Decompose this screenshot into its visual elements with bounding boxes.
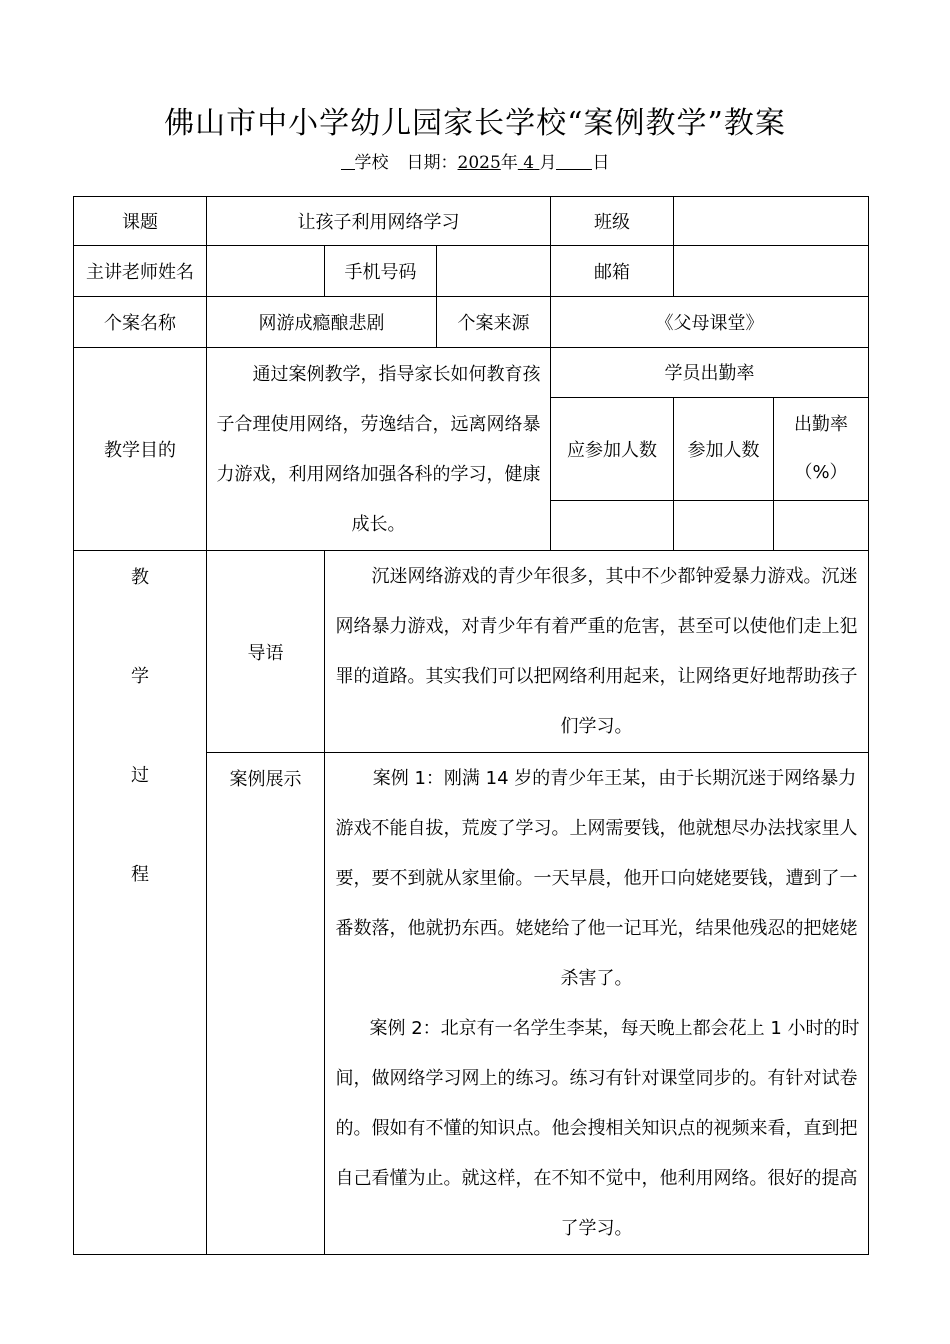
case-name-value: 网游成瘾酿悲剧 (207, 297, 437, 348)
class-value (674, 197, 869, 246)
month-unit: 月 (539, 153, 557, 173)
rate-label-cell (774, 397, 869, 500)
row-case (74, 297, 869, 348)
school-blank (341, 153, 355, 170)
year-unit: 年 (500, 153, 518, 173)
intro-label: 导语 (207, 551, 325, 753)
day-unit: 日 (592, 153, 610, 173)
row-goal-1 (74, 348, 869, 398)
rate-label: 出勤率 (794, 413, 849, 435)
row-intro (74, 551, 869, 753)
rate-value (774, 501, 869, 551)
case-name-label: 个案名称 (74, 297, 207, 348)
topic-value: 让孩子利用网络学习 (207, 197, 551, 246)
row-topic (74, 197, 869, 246)
intro-text: 沉迷网络游戏的青少年很多，其中不少都钟爱暴力游戏。沉迷网络暴力游戏，对青少年有着严重的危害，甚至可以使他们走上犯罪的道路。其实我们可以把网络利用起来，让网络更好地帮助孩子们学习。 (335, 566, 858, 737)
teacher-value (207, 246, 325, 297)
topic-label: 课题 (74, 197, 207, 246)
expected-value (551, 501, 674, 551)
date-label: 日期： (406, 153, 458, 173)
attendance-header: 学员出勤率 (551, 348, 869, 398)
cases-text-cell (325, 753, 869, 1255)
phone-value (437, 246, 551, 297)
goal-text-cell (207, 348, 551, 551)
case-source-label: 个案来源 (437, 297, 551, 348)
expected-label: 应参加人数 (551, 397, 674, 500)
intro-text-cell (325, 551, 869, 753)
date-month: 4 (523, 153, 535, 173)
case-2-text: 案例 2：北京有一名学生李某，每天晚上都会花上 1 小时的时间，做网络学习网上的练习。练习有针对课堂同步的。有针对试卷的。假如有不懂的知识点。他会搜相关知识点的视频来看，直到把自己看懂为止。就这样，在不知不觉中，他利用网络。很好的提高了学习。 (335, 1018, 860, 1239)
actual-value (674, 501, 774, 551)
day-blank (556, 153, 592, 170)
process-char-1: 教 (131, 567, 149, 588)
lesson-plan-table (73, 196, 869, 1255)
email-label: 邮箱 (551, 246, 674, 297)
actual-label: 参加人数 (674, 397, 774, 500)
date-year: 2025 (457, 153, 501, 173)
phone-label: 手机号码 (325, 246, 437, 297)
case-1-text: 案例 1：刚满 14 岁的青少年王某，由于长期沉迷于网络暴力游戏不能自拔，荒废了学习。上网需要钱，他就想尽办法找家里人要，要不到就从家里偷。一天早晨，他开口向姥姥要钱，遭到了一番数落，他就扔东西。姥姥给了他一记耳光，结果他残忍的把姥姥杀害了。 (335, 768, 858, 989)
process-char-2: 学 (131, 666, 149, 687)
school-label: 学校 (354, 153, 389, 173)
subtitle-line (0, 148, 950, 173)
process-char-3: 过 (131, 765, 149, 786)
rate-unit: （%） (794, 461, 848, 483)
case-source-value: 《父母课堂》 (551, 297, 869, 348)
row-teacher (74, 246, 869, 297)
goal-label: 教学目的 (74, 348, 207, 551)
process-char-4: 程 (131, 864, 149, 885)
class-label: 班级 (551, 197, 674, 246)
teacher-label: 主讲老师姓名 (74, 246, 207, 297)
page-title: 佛山市中小学幼儿园家长学校“案例教学”教案 (164, 106, 786, 141)
email-value (674, 246, 869, 297)
goal-text: 通过案例教学，指导家长如何教育孩子合理使用网络，劳逸结合，远离网络暴力游戏，利用网络加强各科的学习，健康成长。 (216, 364, 541, 535)
process-label (74, 551, 207, 1255)
cases-label: 案例展示 (207, 753, 325, 1255)
